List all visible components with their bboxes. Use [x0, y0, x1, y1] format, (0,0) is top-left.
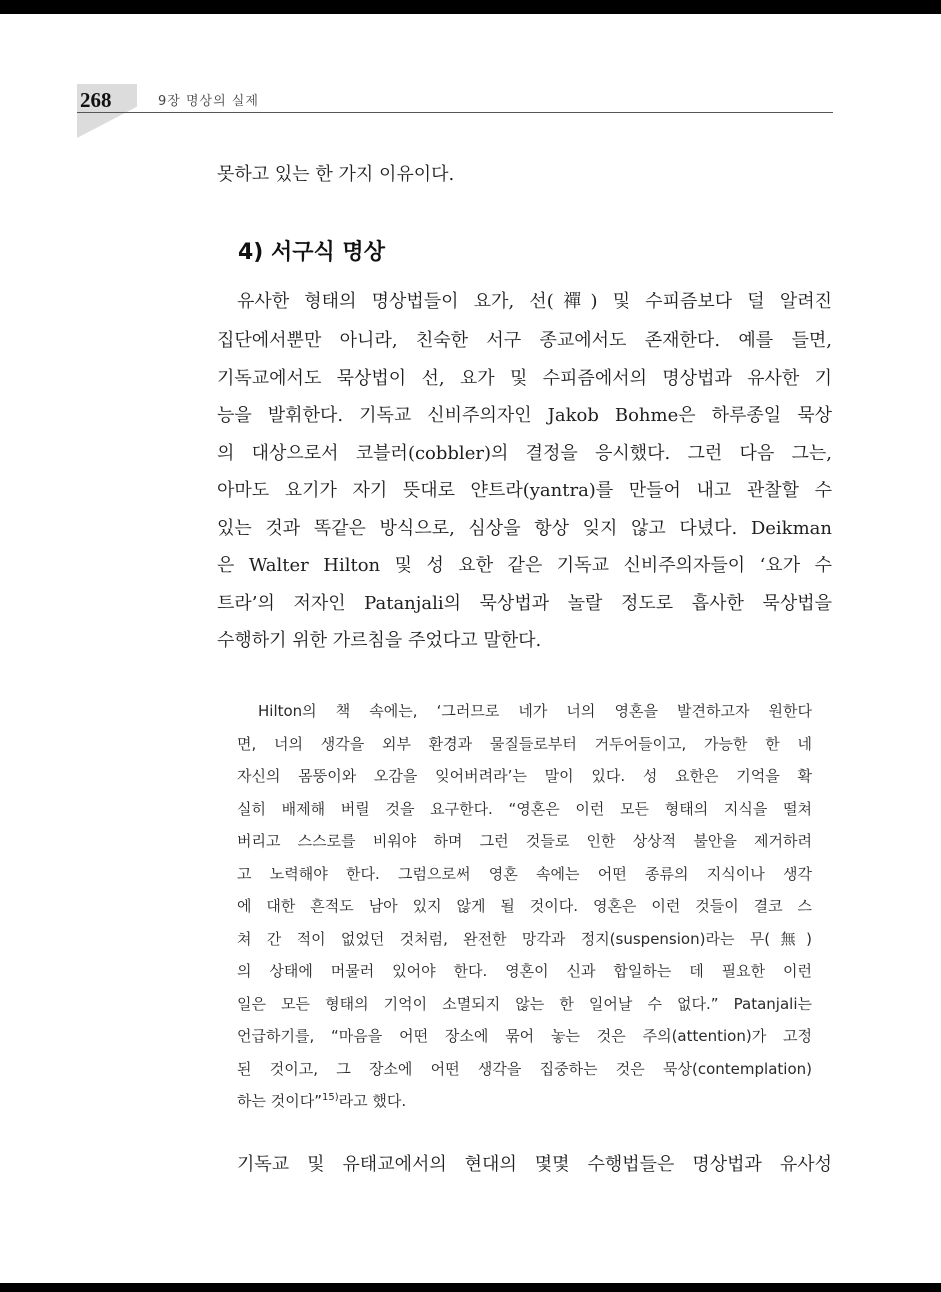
section-heading: 4) 서구식 명상: [238, 240, 385, 265]
quote-text: 하는 것이다”: [237, 1092, 322, 1110]
header-rule: [77, 112, 833, 113]
quote-line: 실히 배제해 버릴 것을 요구한다. “영혼은 이런 모든 형태의 지식을 떨쳐: [237, 800, 812, 818]
quote-tail: 라고 했다.: [338, 1092, 407, 1110]
quote-line: 에 대한 흔적도 남아 있지 않게 될 것이다. 영혼은 이런 것들이 결코 스: [237, 897, 812, 915]
quote-line: 일은 모든 형태의 기억이 소멸되지 않는 한 일어날 수 없다.” Patanjali는: [237, 995, 812, 1013]
quote-line: 면, 너의 생각을 외부 환경과 물질들로부터 거두어들이고, 가능한 한 네: [237, 735, 812, 753]
quote-line: 쳐 간 적이 없었던 것처럼, 완전한 망각과 정지(suspension)라는 무(無): [237, 930, 812, 948]
paragraph-line: 의 대상으로서 코블러(cobbler)의 결정을 응시했다. 그런 다음 그는,: [217, 443, 832, 464]
quote-line: Hilton의 책 속에는, ‘그러므로 네가 너의 영혼을 발견하고자 원한다: [258, 702, 812, 720]
quote-line-final: [237, 1090, 812, 1112]
quote-line: 고 노력해야 한다. 그럼으로써 영혼 속에는 어떤 종류의 지식이나 생각: [237, 865, 812, 883]
running-head: 9장 명상의 실제: [158, 94, 259, 109]
paragraph-line: 수행하기 위한 가르침을 주었다고 말한다.: [217, 630, 542, 651]
paragraph-line: 아마도 요기가 자기 뜻대로 얀트라(yantra)를 만들어 내고 관찰할 수: [217, 480, 832, 501]
paragraph-line: 유사한 형태의 명상법들이 요가, 선(禪) 및 수피즘보다 덜 알려진: [237, 291, 832, 312]
paragraph-line: 트라’의 저자인 Patanjali의 묵상법과 놀랄 정도로 흡사한 묵상법을: [217, 593, 832, 614]
page-number: 268: [80, 88, 112, 112]
bottom-border: [0, 1283, 941, 1292]
quote-line: 자신의 몸뚱이와 오감을 잊어버려라’는 말이 있다. 성 요한은 기억을 확: [237, 767, 812, 785]
top-border: [0, 0, 941, 14]
footnote-reference: 15): [322, 1092, 339, 1103]
quote-line: 언급하기를, “마음을 어떤 장소에 묶어 놓는 것은 주의(attention)가 고정: [237, 1027, 812, 1045]
next-paragraph-line: 기독교 및 유태교에서의 현대의 몇몇 수행법들은 명상법과 유사성: [237, 1154, 832, 1175]
paragraph-line: 집단에서뿐만 아니라, 친숙한 서구 종교에서도 존재한다. 예를 들면,: [217, 330, 832, 351]
paragraph-line: 은 Walter Hilton 및 성 요한 같은 기독교 신비주의자들이 ‘요가 수: [217, 555, 832, 576]
paragraph-line: 능을 발휘한다. 기독교 신비주의자인 Jakob Bohme은 하루종일 묵상: [217, 405, 832, 426]
paragraph-line: 있는 것과 똑같은 방식으로, 심상을 항상 잊지 않고 다녔다. Deikman: [217, 518, 832, 539]
quote-line: 버리고 스스로를 비워야 하며 그런 것들로 인한 상상적 불안을 제거하려: [237, 832, 812, 850]
quote-line: 된 것이고, 그 장소에 어떤 생각을 집중하는 것은 묵상(contemplation): [237, 1060, 812, 1078]
quote-line: 의 상태에 머물러 있어야 한다. 영혼이 신과 합일하는 데 필요한 이런: [237, 962, 812, 980]
paragraph-line: 기독교에서도 묵상법이 선, 요가 및 수피즘에서의 명상법과 유사한 기: [217, 368, 832, 389]
continued-text: 못하고 있는 한 가지 이유이다.: [217, 164, 455, 185]
